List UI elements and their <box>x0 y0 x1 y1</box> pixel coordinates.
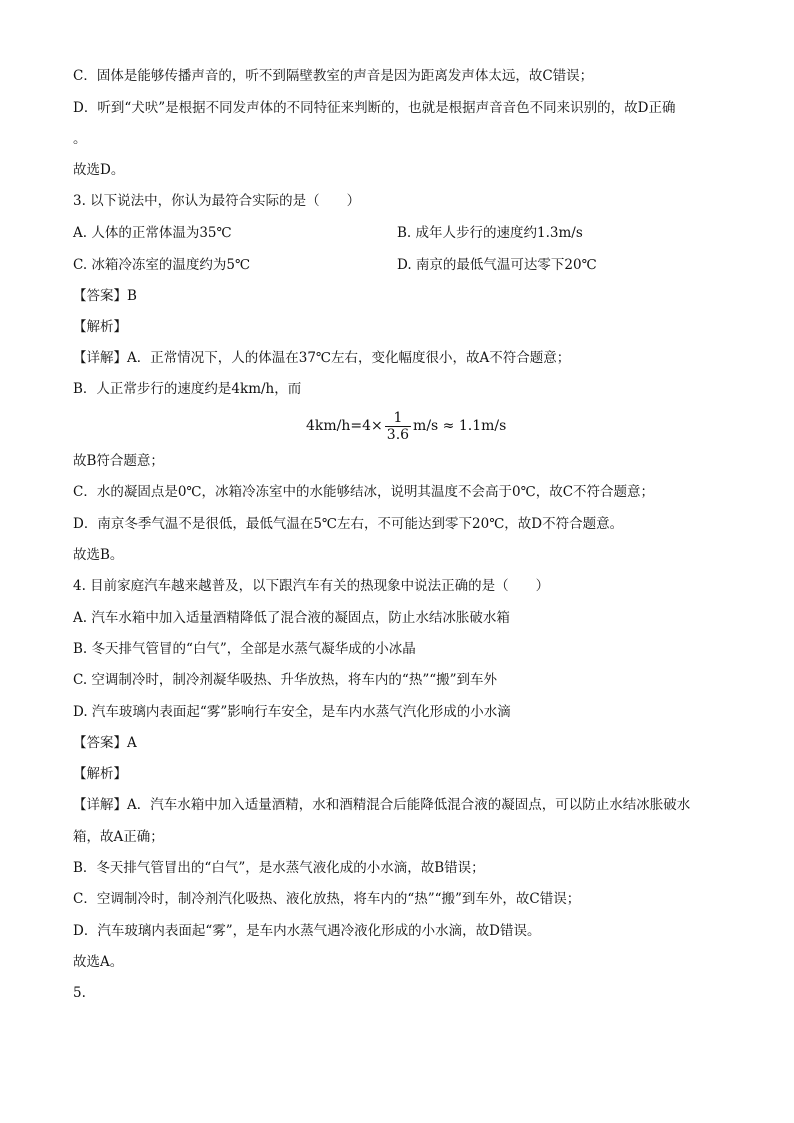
option-d: D. 汽车玻璃内表面起“雾”影响行车安全，是车内水蒸气汽化形成的小水滴 <box>73 704 511 720</box>
formula-fraction <box>385 410 411 443</box>
question-4-stem: 4. 目前家庭汽车越来越普及，以下跟汽车有关的热现象中说法正确的是（ ） <box>73 578 550 594</box>
text-line: D．听到“犬吠”是根据不同发声体的不同特征来判断的，也就是根据声音音色不同来识别的，故D正确 <box>73 100 676 116</box>
fraction-denominator: 3.6 <box>386 426 410 443</box>
text-line: B．人正常步行的速度约是4km/h，而 <box>73 381 302 397</box>
question-5-number: 5. <box>73 985 86 1001</box>
answer-label: 【答案】A <box>73 735 137 751</box>
text-line: C．空调制冷时，制冷剂汽化吸热、液化放热，将车内的“热”“搬”到车外，故C错误； <box>73 891 581 907</box>
formula-times: × <box>371 418 383 434</box>
text-line: D．南京冬季气温不是很低，最低气温在5℃左右，不可能达到零下20℃，故D不符合题意。 <box>73 516 624 532</box>
text-line: 故B符合题意； <box>73 453 164 469</box>
analysis-label: 【解析】 <box>73 766 127 782</box>
text-line: 故选A。 <box>73 954 124 970</box>
fraction-numerator: 1 <box>393 409 403 426</box>
formula-lhs: 4km/h=4 <box>306 418 372 434</box>
option-a: A. 人体的正常体温为35℃ <box>73 225 232 241</box>
analysis-label: 【解析】 <box>73 319 127 335</box>
option-c: C. 空调制冷时，制冷剂凝华吸热、升华放热，将车内的“热”“搬”到车外 <box>73 672 498 688</box>
option-b: B. 冬天排气管冒的“白气”，全部是水蒸气凝华成的小冰晶 <box>73 641 416 657</box>
text-line: 。 <box>73 131 87 147</box>
speed-conversion-formula <box>306 406 506 446</box>
text-line: C．水的凝固点是0℃，冰箱冷冻室中的水能够结冰，说明其温度不会高于0℃，故C不符合题意； <box>73 484 655 500</box>
text-line: 故选D。 <box>73 162 125 178</box>
option-c: C. 冰箱冷冻室的温度约为5℃ <box>73 257 251 273</box>
text-line: C．固体是能够传播声音的，听不到隔壁教室的声音是因为距离发声体太远，故C错误； <box>73 68 594 84</box>
question-3-stem: 3. 以下说法中，你认为最符合实际的是（ ） <box>73 193 361 209</box>
text-line: D．汽车玻璃内表面起“雾”，是车内水蒸气遇冷液化形成的小水滴，故D错误。 <box>73 923 541 939</box>
option-a: A. 汽车水箱中加入适量酒精降低了混合液的凝固点，防止水结冰胀破水箱 <box>73 610 510 626</box>
text-line: 故选B。 <box>73 547 124 563</box>
formula-rhs: m/s ≈ 1.1m/s <box>413 418 507 434</box>
option-b: B. 成年人步行的速度约1.3m/s <box>397 225 583 241</box>
option-d: D. 南京的最低气温可达零下20℃ <box>397 257 597 273</box>
text-line: 【详解】A．正常情况下，人的体温在37℃左右，变化幅度很小，故A不符合题意； <box>73 350 571 366</box>
text-line: 箱，故A正确； <box>73 829 164 845</box>
text-line: B．冬天排气管冒出的“白气”，是水蒸气液化成的小水滴，故B错误； <box>73 860 485 876</box>
answer-label: 【答案】B <box>73 288 137 304</box>
text-line: 【详解】A．汽车水箱中加入适量酒精，水和酒精混合后能降低混合液的凝固点，可以防止水结冰胀破水 <box>73 797 691 813</box>
